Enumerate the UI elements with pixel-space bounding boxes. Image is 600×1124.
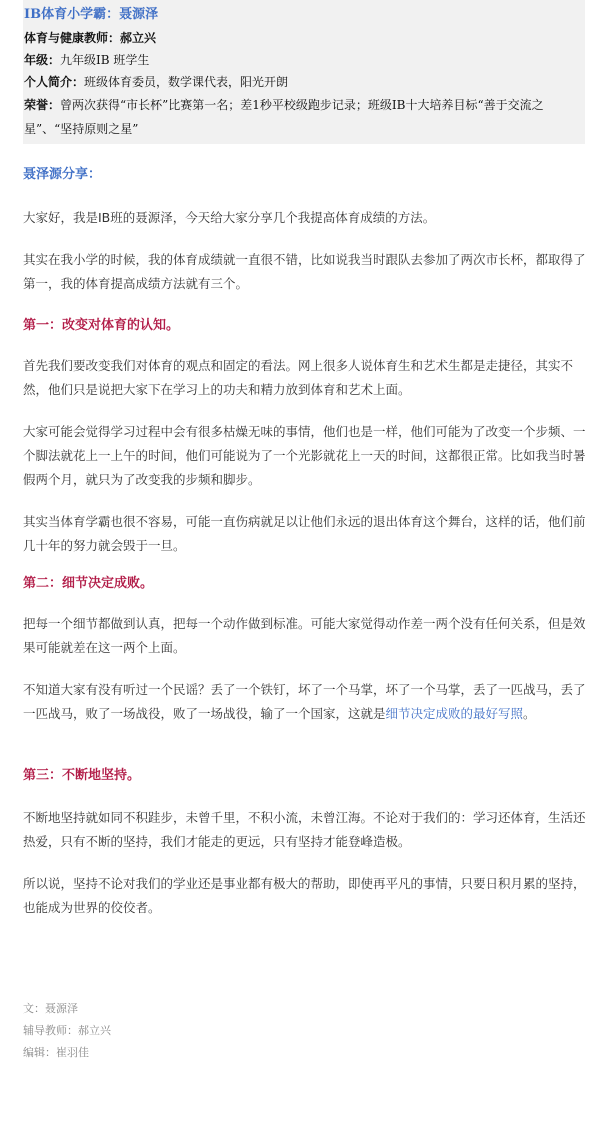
credit-author: 文：聂源泽 xyxy=(23,1002,78,1015)
section-heading-3: 第三：不断地坚持。 xyxy=(23,768,141,783)
paragraph-greeting: 大家好，我是IB班的聂源泽，今天给大家分享几个我提高体育成绩的方法。 xyxy=(23,210,436,225)
proverb-text: 不知道大家有没有听过一个民谣？丢了一个铁钉，坏了一个马掌，坏了一个马掌，丢了一匹战马，丢了一匹战马，败了一场战役，败了一场战役，输了一个国家，这就是 xyxy=(23,682,586,721)
proverb-highlight: 细节决定成败的最好写照 xyxy=(385,706,524,721)
paragraph-persistence: 不断地坚持就如同不积跬步，未曾千里，不积小流，未曾江海。不论对于我们的：学习还体育，生活还热爱，只有不断的坚持，我们才能走的更远，只有坚持才能登峰造极。 xyxy=(23,810,586,849)
section-heading-1: 第一：改变对体育的认知。 xyxy=(23,318,180,333)
proverb-end: 。 xyxy=(523,706,536,721)
share-heading: 聂泽源分享： xyxy=(23,167,102,182)
teacher-name: 郝立兴 xyxy=(120,31,157,45)
honor-value: 曾两次获得“市长杯”比赛第一名；差1秒平校级跑步记录；班级IB十大培养目标“善于交流之星”、“坚持原则之星” xyxy=(24,98,544,136)
grade-label: 年级： xyxy=(24,53,61,67)
honor-label: 荣誉： xyxy=(24,98,61,112)
paragraph-conclusion: 所以说，坚持不论对我们的学业还是事业都有极大的帮助，即使再平凡的事情，只要日积月累的坚持，也能成为世界的佼佼者。 xyxy=(23,876,586,915)
paragraph-background: 其实在我小学的时候，我的体育成绩就一直很不错，比如说我当时跟队去参加了两次市长杯，都取得了第一，我的体育提高成绩方法就有三个。 xyxy=(23,252,586,291)
paragraph-details: 把每一个细节都做到认真，把每一个动作做到标准。可能大家觉得动作差一两个没有任何关系，但是效果可能就差在这一两个上面。 xyxy=(23,616,586,655)
intro-value: 班级体育委员，数学课代表，阳光开朗 xyxy=(84,75,289,89)
grade-line xyxy=(24,49,585,71)
profile-info-box xyxy=(23,0,585,144)
section-heading-2: 第二：细节决定成败。 xyxy=(23,576,154,591)
teacher-label: 体育与健康教师： xyxy=(24,31,121,45)
credit-tutor: 辅导教师：郝立兴 xyxy=(23,1024,111,1037)
teacher-line xyxy=(24,27,585,49)
paragraph-perception: 首先我们要改变我们对体育的观点和固定的看法。网上很多人说体育生和艺术生都是走捷径，其实不然，他们只是说把大家下在学习上的功夫和精力放到体育和艺术上面。 xyxy=(23,358,574,397)
paragraph-proverb xyxy=(23,678,586,726)
profile-title: IB体育小学霸：聂源泽 xyxy=(24,7,159,22)
article-credits xyxy=(23,998,111,1064)
grade-value: 九年级IB 班学生 xyxy=(60,53,150,67)
intro-label: 个人简介： xyxy=(24,75,85,89)
credit-editor: 编辑：崔羽佳 xyxy=(23,1046,89,1059)
honor-line xyxy=(24,93,585,141)
intro-line xyxy=(24,71,585,93)
paragraph-difficulty: 其实当体育学霸也很不容易，可能一直伤病就足以让他们永远的退出体育这个舞台，这样的话，他们前几十年的努力就会毁于一旦。 xyxy=(23,514,586,553)
paragraph-boring-process: 大家可能会觉得学习过程中会有很多枯燥无味的事情，他们也是一样，他们可能为了改变一个步频、一个脚法就花上一上午的时间，他们可能说为了一个光影就花上一天的时间，这都很正常。比如我当时暑假两个月，就只为了改变我的步频和脚步。 xyxy=(23,424,586,487)
